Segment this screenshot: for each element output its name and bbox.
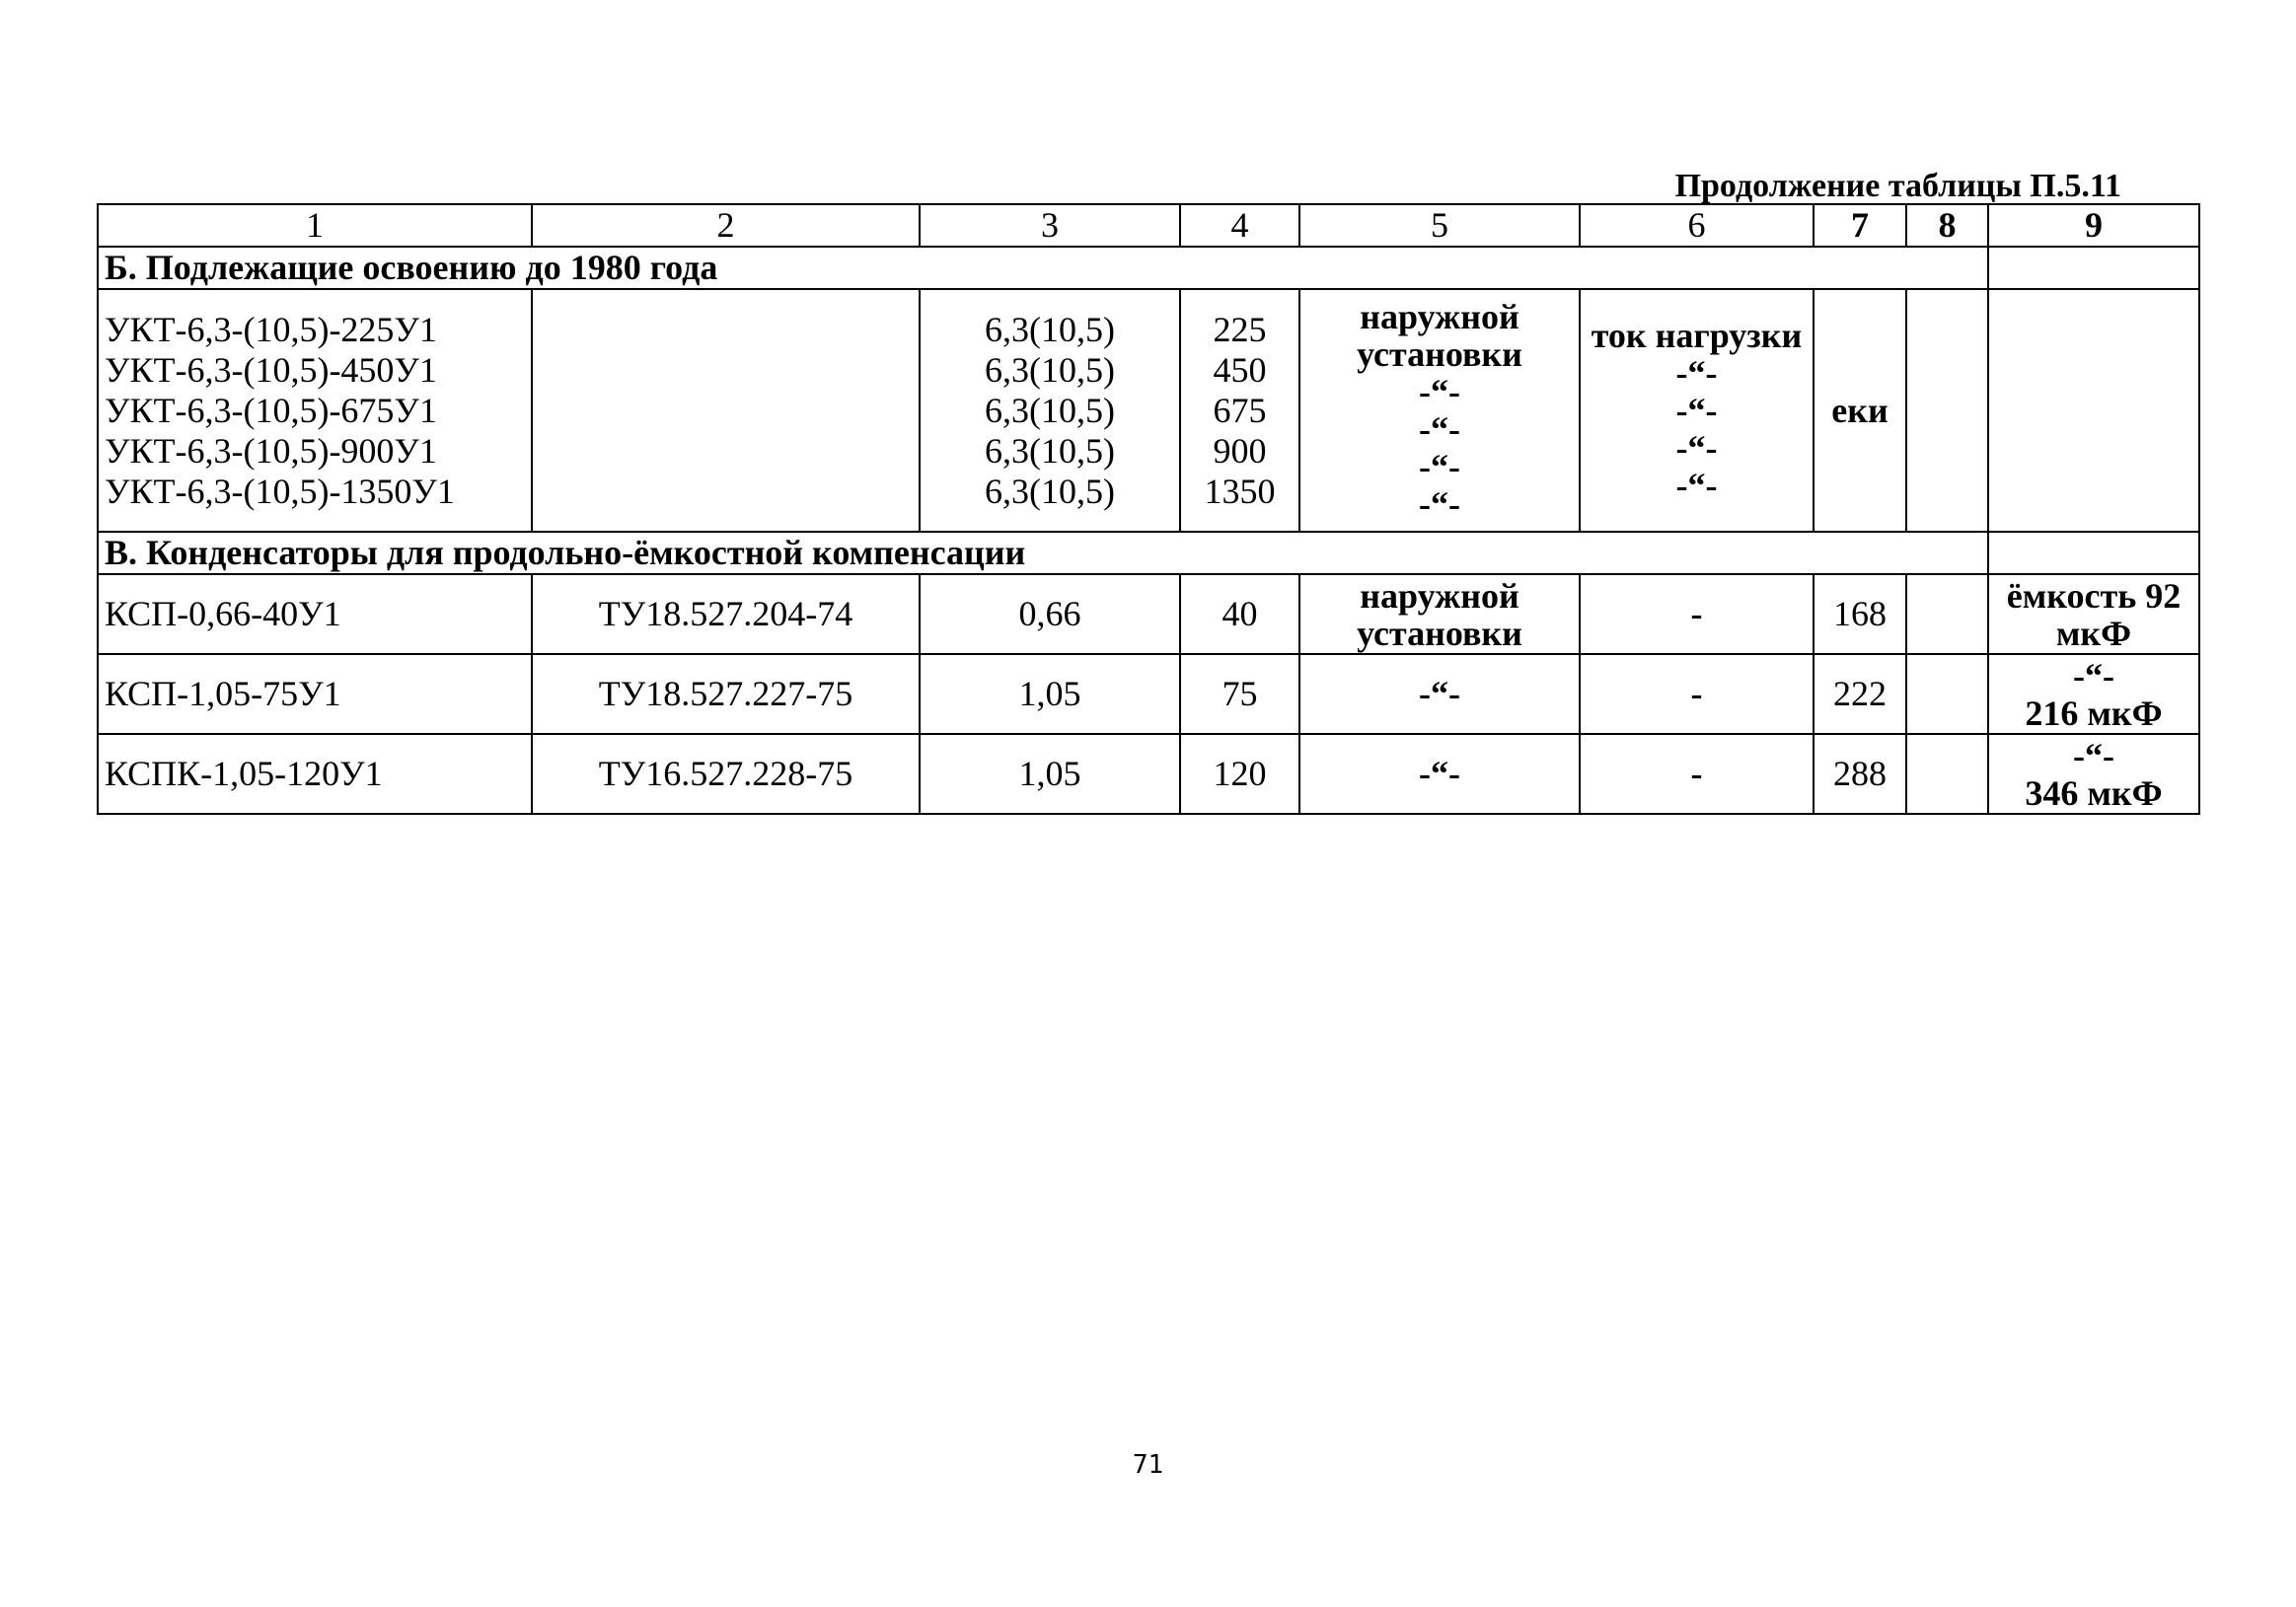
col8-value xyxy=(1906,734,1988,814)
product-name: КСПК-1,05-120У1 xyxy=(98,734,532,814)
product-name: УКТ-6,3-(10,5)-225У1 xyxy=(105,309,437,349)
data-table xyxy=(97,203,2200,815)
section-v-title-row xyxy=(98,532,2199,574)
execution-cell xyxy=(1299,574,1580,654)
header-cell-3: 3 xyxy=(920,204,1180,247)
col6-value: - xyxy=(1580,734,1814,814)
note-cell xyxy=(1988,574,2199,654)
col6-line: -“- xyxy=(1675,466,1718,505)
note-line: мкФ xyxy=(2055,613,2132,653)
spec-number: ТУ16.527.228-75 xyxy=(532,734,920,814)
header-cell-9: 9 xyxy=(1988,204,2199,247)
product-name: УКТ-6,3-(10,5)-450У1 xyxy=(105,349,437,390)
section-b-voltage-cell xyxy=(920,289,1180,532)
execution-line: наружной xyxy=(1360,575,1519,616)
section-b-col8-cell xyxy=(1906,289,1988,532)
voltage-value: 1,05 xyxy=(920,734,1180,814)
power-value: 40 xyxy=(1180,574,1299,654)
col7-value: 288 xyxy=(1814,734,1906,814)
section-b-title: Б. Подлежащие освоению до 1980 года xyxy=(98,247,1988,289)
power-value: 900 xyxy=(1213,430,1267,471)
note-line: ёмкость 92 xyxy=(2006,575,2182,616)
execution-cell: -“- xyxy=(1299,734,1580,814)
header-cell-6: 6 xyxy=(1580,204,1814,247)
table-row xyxy=(98,654,2199,734)
col8-value xyxy=(1906,654,1988,734)
voltage-value: 6,3(10,5) xyxy=(985,349,1115,390)
col6-line: -“- xyxy=(1675,353,1718,393)
spec-number: ТУ18.527.227-75 xyxy=(532,654,920,734)
voltage-value: 6,3(10,5) xyxy=(985,390,1115,430)
section-b-title-empty-cell xyxy=(1988,247,2199,289)
section-b-execution-cell xyxy=(1299,289,1580,532)
header-cell-8: 8 xyxy=(1906,204,1988,247)
table-caption: Продолжение таблицы П.5.11 xyxy=(1674,168,2121,204)
section-b-col7-cell: еки xyxy=(1814,289,1906,532)
col6-value: - xyxy=(1580,574,1814,654)
power-value: 675 xyxy=(1213,390,1267,430)
voltage-value: 0,66 xyxy=(920,574,1180,654)
header-cell-5: 5 xyxy=(1299,204,1580,247)
execution-line: -“- xyxy=(1419,484,1460,524)
header-cell-1: 1 xyxy=(98,204,532,247)
section-b-row xyxy=(98,289,2199,532)
execution-line: -“- xyxy=(1419,372,1460,411)
execution-line: установки xyxy=(1357,613,1522,653)
execution-line: установки xyxy=(1357,334,1522,374)
spec-number: ТУ18.527.204-74 xyxy=(532,574,920,654)
table-row xyxy=(98,734,2199,814)
product-name: УКТ-6,3-(10,5)-900У1 xyxy=(105,430,437,471)
section-b-col6-cell xyxy=(1580,289,1814,532)
section-b-col9-cell xyxy=(1988,289,2199,532)
execution-cell: -“- xyxy=(1299,654,1580,734)
page-number: 71 xyxy=(1132,1450,1164,1480)
section-v-title-empty-cell xyxy=(1988,532,2199,574)
voltage-value: 1,05 xyxy=(920,654,1180,734)
power-value: 450 xyxy=(1213,349,1267,390)
execution-line: -“- xyxy=(1419,409,1460,449)
note-cell xyxy=(1988,654,2199,734)
col7-value: 168 xyxy=(1814,574,1906,654)
section-b-col2-cell xyxy=(532,289,920,532)
section-v-title: В. Конденсаторы для продольно-ёмкостной компенсации xyxy=(98,532,1988,574)
header-cell-4: 4 xyxy=(1180,204,1299,247)
voltage-value: 6,3(10,5) xyxy=(985,471,1115,511)
note-line: 216 мкФ xyxy=(2025,693,2163,733)
power-value: 120 xyxy=(1180,734,1299,814)
product-name: УКТ-6,3-(10,5)-1350У1 xyxy=(105,471,455,511)
note-line: -“- xyxy=(2073,735,2114,775)
section-b-power-cell xyxy=(1180,289,1299,532)
header-cell-7: 7 xyxy=(1814,204,1906,247)
table-row xyxy=(98,574,2199,654)
voltage-value: 6,3(10,5) xyxy=(985,430,1115,471)
product-name: КСП-0,66-40У1 xyxy=(98,574,532,654)
execution-line: -“- xyxy=(1419,447,1460,486)
power-value: 75 xyxy=(1180,654,1299,734)
power-value: 225 xyxy=(1213,309,1267,349)
col6-value: - xyxy=(1580,654,1814,734)
product-name: КСП-1,05-75У1 xyxy=(98,654,532,734)
col7-value: 222 xyxy=(1814,654,1906,734)
col8-value xyxy=(1906,574,1988,654)
note-cell xyxy=(1988,734,2199,814)
note-line: 346 мкФ xyxy=(2025,772,2163,813)
power-value: 1350 xyxy=(1204,471,1276,511)
col6-line: -“- xyxy=(1675,391,1718,430)
product-name: УКТ-6,3-(10,5)-675У1 xyxy=(105,390,437,430)
section-b-title-row xyxy=(98,247,2199,289)
header-cell-2: 2 xyxy=(532,204,920,247)
col6-line: -“- xyxy=(1675,428,1718,468)
execution-line: наружной xyxy=(1360,297,1519,336)
note-line: -“- xyxy=(2073,655,2114,695)
header-row xyxy=(98,204,2199,247)
section-b-names-cell xyxy=(98,289,532,532)
voltage-value: 6,3(10,5) xyxy=(985,309,1115,349)
col6-line: ток нагрузки xyxy=(1591,316,1803,355)
